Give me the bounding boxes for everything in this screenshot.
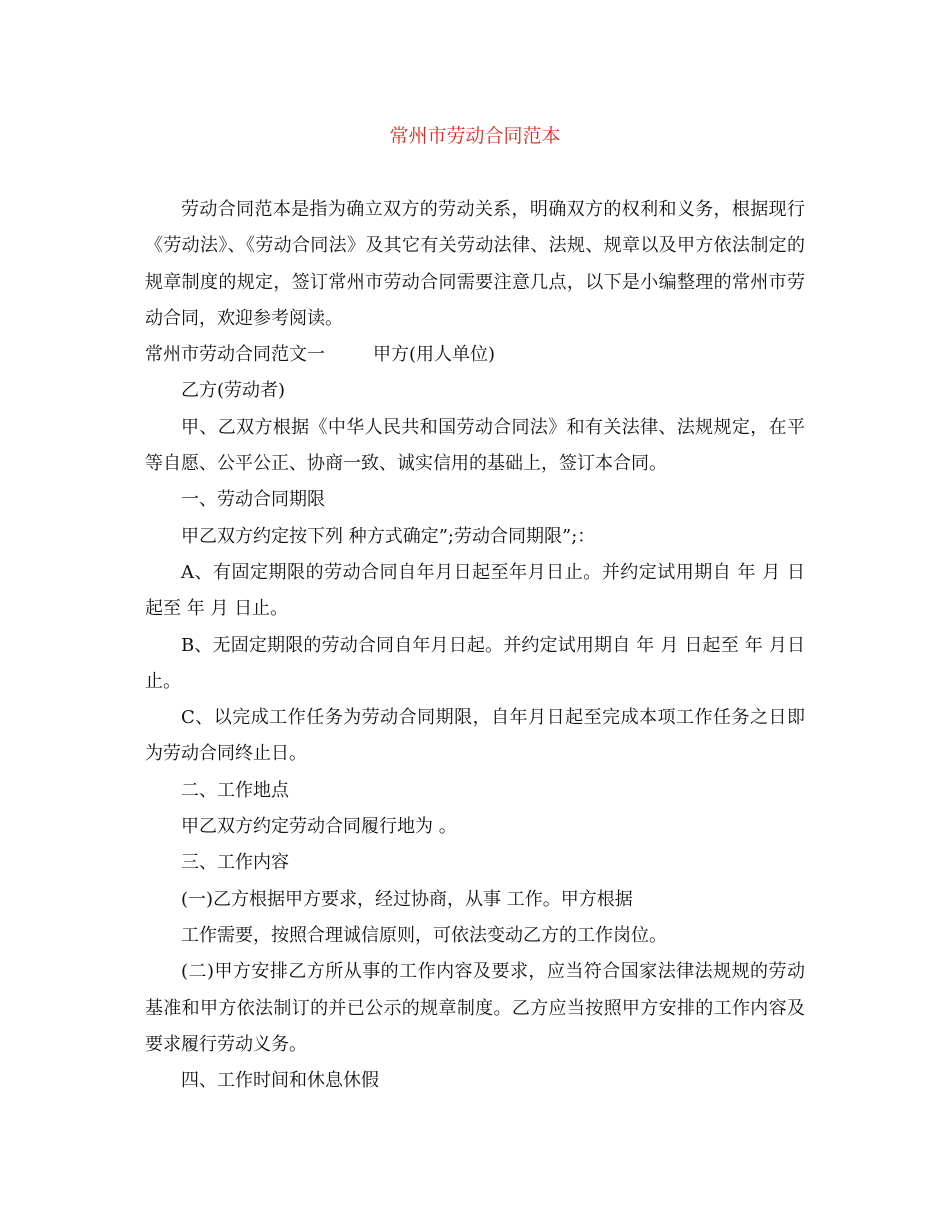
content-paragraph-1: (一)乙方根据甲方要求，经过协商，从事 工作。甲方根据 [181,888,633,910]
clause-heading-hours: 四、工作时间和休息休假 [181,1070,379,1092]
clause-heading-content: 三、工作内容 [181,852,289,874]
clause-heading-term: 一、劳动合同期限 [181,489,325,511]
intro-paragraph: 劳动合同范本是指为确立双方的劳动关系，明确双方的权利和义务，根据现行《劳动法》、《劳动合同法》及其它有关劳动法律、法规、规章以及甲方依法制定的规章制度的规定，签订常州市劳动合同需要注意几点，以下是小编整理的常州市劳动合同，欢迎参考阅读。 [145,199,805,329]
content-paragraph-2: (二)甲方安排乙方所从事的工作内容及要求，应当符合国家法律法规规的劳动基准和甲方依法制订的并已公示的规章制度。乙方应当按照甲方安排的工作内容及要求履行劳动义务。 [145,961,805,1055]
section-heading-line [145,337,805,373]
section-heading: 常州市劳动合同范文一 [145,344,325,366]
document-body [145,192,805,1099]
clause-heading-location: 二、工作地点 [181,779,289,801]
content-paragraph-1-cont: 工作需要，按照合理诚信原则，可依法变动乙方的工作岗位。 [181,924,667,946]
agreement-paragraph: 甲、乙双方根据《中华人民共和国劳动合同法》和有关法律、法规规定，在平等自愿、公平公正、协商一致、诚实信用的基础上，签订本合同。 [145,416,805,475]
location-paragraph: 甲乙双方约定劳动合同履行地为 。 [181,816,457,838]
party-b-label: 乙方(劳动者) [181,380,286,402]
term-option-b: B、无固定期限的劳动合同自年月日起。并约定试用期自 年 月 日起至 年 月日止。 [145,634,805,692]
term-option-a: A、有固定期限的劳动合同自年月日起至年月日止。并约定试用期自 年 月 日起至 年 月 日止。 [145,561,805,620]
party-a-label: 甲方(用人单位) [373,344,496,366]
term-method-paragraph: 甲乙双方约定按下列 种方式确定”;劳动合同期限”;： [181,525,596,547]
document-title: 常州市劳动合同范本 [389,125,561,147]
term-option-c: C、以完成工作任务为劳动合同期限，自年月日起至完成本项工作任务之日即为劳动合同终止日。 [145,707,805,765]
